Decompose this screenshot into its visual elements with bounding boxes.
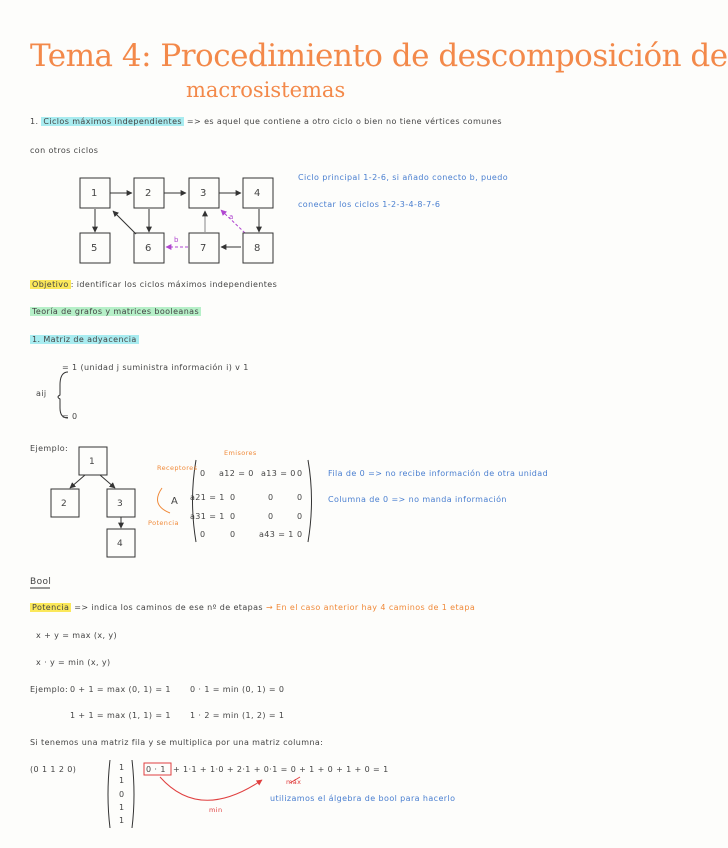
max-label: máx <box>286 778 302 786</box>
colvec-2: 0 <box>119 790 125 799</box>
matriz-ady-line <box>30 335 139 344</box>
matrix-A-label: A <box>171 496 179 507</box>
bool-ej-label: Ejemplo: <box>30 685 69 694</box>
matrix-cell-1-0: a21 = 1 <box>190 493 225 502</box>
bool-ej1: 0 + 1 = max (0, 1) = 1 <box>70 685 171 694</box>
graph1-node-6: 6 <box>145 243 152 254</box>
objetivo-line <box>30 280 277 289</box>
aij-case2: = 0 <box>62 412 78 421</box>
aij-case1: = 1 (unidad j suministra información i) v 1 <box>62 363 249 372</box>
ej-node-3: 3 <box>117 499 124 509</box>
potencia-arrow <box>158 488 171 513</box>
matrix-cell-0-2: a13 = 0 <box>261 469 296 478</box>
bool-prod-rule: x · y = min (x, y) <box>36 658 111 667</box>
matrix-cell-2-3: 0 <box>297 512 303 521</box>
teoria-text: Teoría de grafos y matrices booleanas <box>32 307 200 316</box>
matrix-cell-0-3: 0 <box>297 469 303 478</box>
colvec-1: 1 <box>119 776 125 785</box>
bool-note: utilizamos el álgebra de bool para hacerlo <box>270 794 456 803</box>
matrix-cell-1-1: 0 <box>230 493 236 502</box>
ej-edge-1-2 <box>70 475 85 488</box>
potencia-line <box>30 603 475 612</box>
potencia-small-label: Potencia <box>148 519 179 527</box>
potencia-arrow-text: → En el caso anterior hay 4 caminos de 1 etapa <box>265 603 476 612</box>
bool-ej3: 1 + 1 = max (1, 1) = 1 <box>70 711 171 720</box>
product-expression: + 1·1 + 1·0 + 2·1 + 0·1 = 0 + 1 + 0 + 1 + 0 = 1 <box>173 765 389 774</box>
aij-symbol: aij <box>36 389 47 398</box>
note-columna: Columna de 0 => no manda información <box>328 495 507 504</box>
colvec-4: 1 <box>119 816 125 825</box>
min-label: min <box>209 806 223 814</box>
section1-number: 1. <box>30 117 39 126</box>
edge-6-1 <box>113 211 136 234</box>
ej-edge-1-3 <box>100 475 115 488</box>
matrix-right-bracket <box>308 460 312 542</box>
potencia-text: => indica los caminos de ese nº de etapas <box>74 603 263 612</box>
potencia-label: Potencia <box>32 603 70 612</box>
matrix-cell-3-3: 0 <box>297 530 303 539</box>
ejemplo-label: Ejemplo: <box>30 444 69 453</box>
section1-term: Ciclos máximos independientes <box>43 117 182 126</box>
edge-label-a: a <box>229 213 234 221</box>
note-fila: Fila de 0 => no recibe información de otra unidad <box>328 469 549 478</box>
page-subtitle: macrosistemas <box>186 78 346 102</box>
colvec-left <box>108 760 110 828</box>
row-vector: (0 1 1 2 0) <box>30 765 77 774</box>
ej-node-1: 1 <box>89 457 96 467</box>
matrix-cell-1-2: 0 <box>268 493 274 502</box>
objetivo-label: Objetivo <box>32 280 69 289</box>
graph1-node-5: 5 <box>91 243 98 254</box>
matrix-cell-1-3: 0 <box>297 493 303 502</box>
edge-label-b: b <box>174 236 179 244</box>
receptores-label: Receptores <box>157 464 198 472</box>
bool-ej4: 1 · 2 = min (1, 2) = 1 <box>190 711 285 720</box>
colvec-right <box>132 760 134 828</box>
ej-node-2: 2 <box>61 499 68 509</box>
matrix-cell-3-1: 0 <box>230 530 236 539</box>
graph1-node-8: 8 <box>254 243 261 254</box>
page-title: Tema 4: Procedimiento de descomposición de <box>30 38 728 74</box>
graph1-node-4: 4 <box>254 188 261 199</box>
graph1-node-7: 7 <box>200 243 207 254</box>
matrix-cell-3-0: 0 <box>200 530 206 539</box>
colvec-3: 1 <box>119 803 125 812</box>
graph1-node-1: 1 <box>91 188 98 199</box>
min-arrow <box>160 777 262 800</box>
bool-heading: Bool <box>30 577 52 587</box>
matrix-cell-2-2: 0 <box>268 512 274 521</box>
matrix-cell-3-2: a43 = 1 <box>259 530 294 539</box>
graph1-note-line2: conectar los ciclos 1-2-3-4-8-7-6 <box>298 200 441 209</box>
graph1-node-3: 3 <box>200 188 207 199</box>
section1-rest1: => es aquel que contiene a otro ciclo o bien no tiene vértices comunes <box>186 117 502 126</box>
producto-intro: Si tenemos una matriz fila y se multiplica por una matriz columna: <box>30 738 324 747</box>
bool-ej2: 0 · 1 = min (0, 1) = 0 <box>190 685 285 694</box>
teoria-line <box>30 307 201 316</box>
ej-node-4: 4 <box>117 539 124 549</box>
colvec-0: 1 <box>119 763 125 772</box>
emisores-label: Emisores <box>224 449 257 457</box>
boxed-product: 0 · 1 <box>146 765 166 774</box>
matrix-cell-0-0: 0 <box>200 469 206 478</box>
matrix-cell-0-1: a12 = 0 <box>219 469 254 478</box>
matrix-cell-2-0: a31 = 1 <box>190 512 225 521</box>
matrix-cell-2-1: 0 <box>230 512 236 521</box>
bool-sum-rule: x + y = max (x, y) <box>36 631 118 640</box>
graph1-node-2: 2 <box>145 188 152 199</box>
graph1-note-line1: Ciclo principal 1-2-6, si añado conecto b, puedo <box>298 173 509 182</box>
matriz-ady-label: 1. Matriz de adyacencia <box>32 335 137 344</box>
section1-rest2: con otros ciclos <box>30 146 99 155</box>
objetivo-text: : identificar los ciclos máximos independientes <box>70 280 278 289</box>
